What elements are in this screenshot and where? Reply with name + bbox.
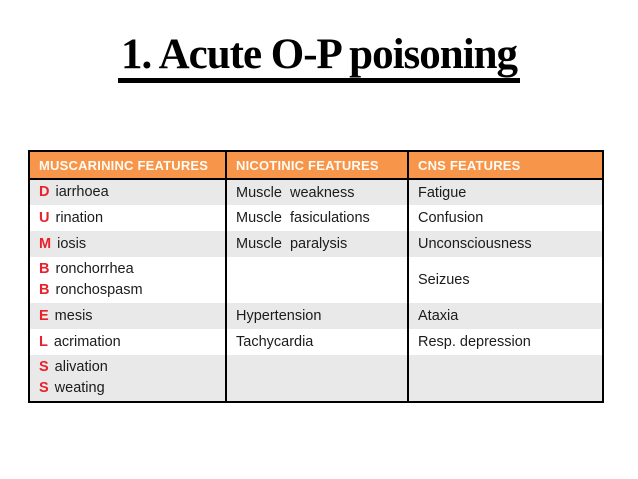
mnemonic-line <box>39 357 219 378</box>
mnemonic-line <box>39 333 219 352</box>
column-header-muscarinic: MUSCARININC FEATURES <box>29 151 226 179</box>
features-table-container <box>28 150 604 403</box>
table-row <box>29 329 603 355</box>
mnemonic-letter: U <box>39 209 50 226</box>
cell-cns: Seizues <box>408 257 603 303</box>
mnemonic-rest: alivation <box>54 359 108 375</box>
cell-nicotinic: Muscle fasiculations <box>226 205 408 231</box>
table-row <box>29 205 603 231</box>
cell-nicotinic: Hypertension <box>226 303 408 329</box>
mnemonic-line <box>39 209 219 228</box>
mnemonic-letter: M <box>39 235 52 252</box>
cell-nicotinic <box>226 355 408 402</box>
mnemonic-letter: B <box>39 282 50 298</box>
features-table <box>28 150 604 403</box>
cell-muscarinic <box>29 205 226 231</box>
mnemonic-rest: iosis <box>57 235 87 252</box>
mnemonic-line <box>39 183 219 202</box>
cell-cns <box>408 355 603 402</box>
table-header-row <box>29 151 603 179</box>
cell-muscarinic <box>29 231 226 257</box>
cell-muscarinic <box>29 329 226 355</box>
table-row <box>29 179 603 205</box>
page-title-text: 1. Acute O-P poisoning <box>118 33 520 83</box>
mnemonic-letter: D <box>39 184 50 200</box>
column-header-nicotinic: NICOTINIC FEATURES <box>226 151 408 179</box>
cell-nicotinic: Muscle paralysis <box>226 231 408 257</box>
mnemonic-line <box>39 307 219 326</box>
table-row <box>29 257 603 303</box>
mnemonic-line <box>39 280 219 301</box>
cell-muscarinic <box>29 303 226 329</box>
cell-muscarinic <box>29 179 226 205</box>
mnemonic-letter: S <box>39 359 49 375</box>
mnemonic-rest: ronchorrhea <box>55 261 134 277</box>
column-header-cns: CNS FEATURES <box>408 151 603 179</box>
table-row <box>29 303 603 329</box>
mnemonic-rest: mesis <box>54 307 93 324</box>
cell-nicotinic: Tachycardia <box>226 329 408 355</box>
mnemonic-letter: E <box>39 307 49 324</box>
mnemonic-line <box>39 235 219 254</box>
cell-nicotinic: Muscle weakness <box>226 179 408 205</box>
mnemonic-letter: B <box>39 261 50 277</box>
table-body <box>29 179 603 402</box>
page-title <box>0 33 638 83</box>
mnemonic-letter: S <box>39 380 49 396</box>
cell-muscarinic <box>29 257 226 303</box>
cell-cns: Resp. depression <box>408 329 603 355</box>
cell-cns: Unconsciousness <box>408 231 603 257</box>
mnemonic-rest: rination <box>55 209 104 226</box>
cell-nicotinic <box>226 257 408 303</box>
mnemonic-line <box>39 378 219 399</box>
cell-muscarinic <box>29 355 226 402</box>
mnemonic-letter: L <box>39 333 48 350</box>
cell-cns: Confusion <box>408 205 603 231</box>
cell-cns: Fatigue <box>408 179 603 205</box>
mnemonic-rest: iarrhoea <box>55 184 109 200</box>
mnemonic-rest: weating <box>54 380 105 396</box>
table-row <box>29 231 603 257</box>
mnemonic-line <box>39 259 219 280</box>
mnemonic-rest: acrimation <box>53 333 121 350</box>
mnemonic-rest: ronchospasm <box>55 282 143 298</box>
cell-cns: Ataxia <box>408 303 603 329</box>
table-row <box>29 355 603 402</box>
